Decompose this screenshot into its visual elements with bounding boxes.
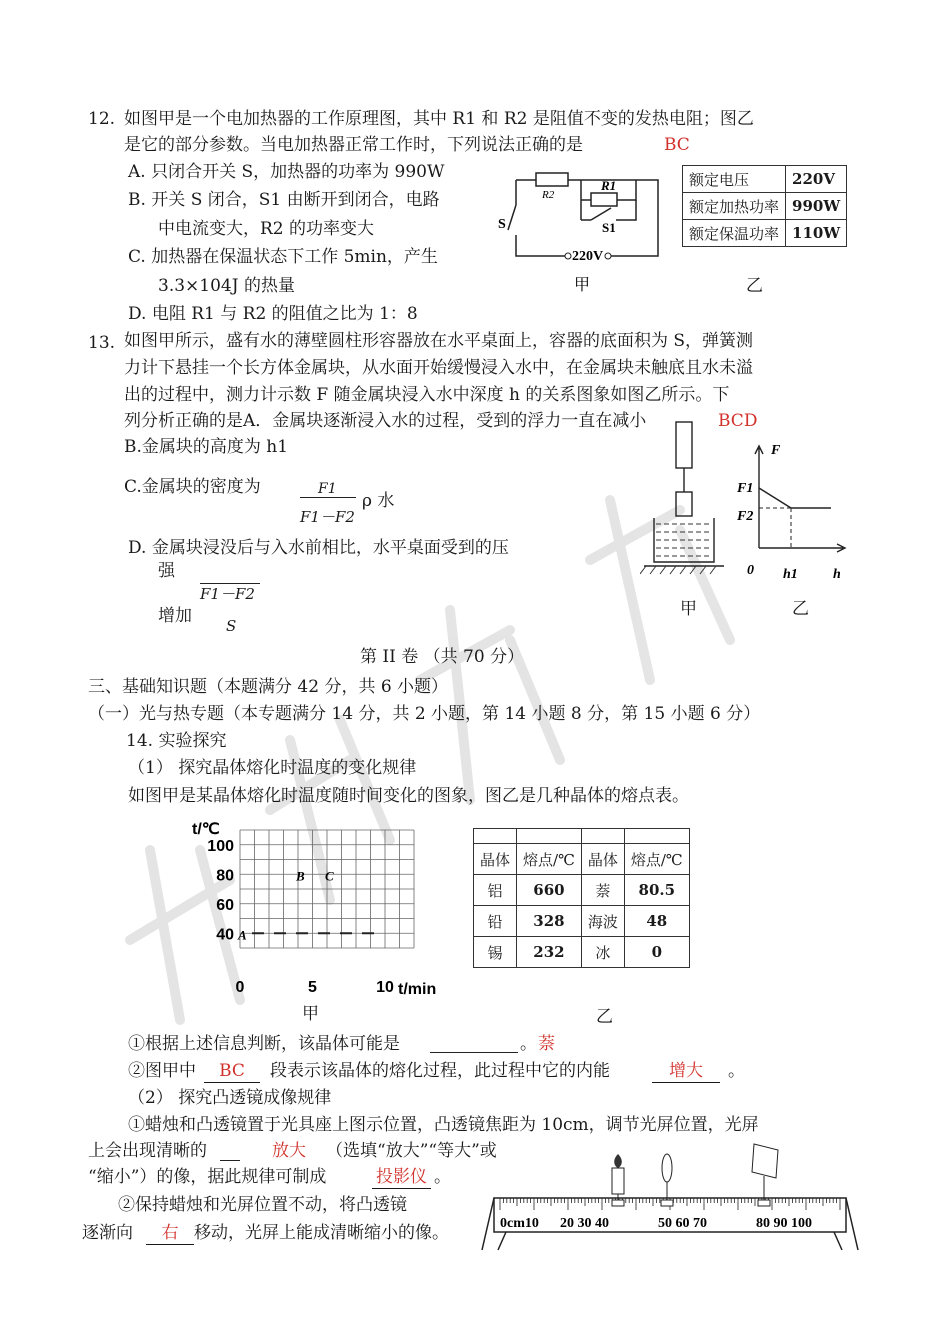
graph-h1-label: h1 <box>783 567 798 582</box>
table-cell: 锡 <box>474 937 517 968</box>
q13-line4: 列分析正确的是A．金属块逐渐浸入水的过程，受到的浮力一直在减小 <box>124 411 647 431</box>
table-cell: 48 <box>624 906 689 937</box>
q13-c-density-tail: ρ 水 <box>362 491 395 511</box>
y-tick-label: 80 <box>216 867 234 885</box>
y-tick-label: 40 <box>216 926 234 944</box>
q12-option-c-line1: C. 加热器在保温状态下工作 5min，产生 <box>128 247 438 267</box>
table-header-cell: 熔点/℃ <box>624 844 689 875</box>
graph-origin-label: 0 <box>747 563 754 578</box>
q14-part1-heading: （1） 探究晶体熔化时温度的变化规律 <box>128 758 417 778</box>
q14-question2-middle: 段表示该晶体的熔化过程，此过程中它的内能 <box>270 1061 610 1081</box>
q13-option-d-line2: 强 <box>158 561 175 581</box>
q14-part2-line1: ①蜡烛和凸透镜置于光具座上图示位置，凸透镜焦距为 10cm，调节光屏位置，光屏 <box>128 1115 759 1135</box>
q12-option-a: A. 只闭合开关 S，加热器的功率为 990W <box>128 162 445 182</box>
q13-figure-caption-yi: 乙 <box>792 599 809 619</box>
switch-s-label: S <box>498 217 506 232</box>
q13-c-numerator: F1 <box>318 481 337 497</box>
q13-answer: BCD <box>718 411 758 431</box>
q14-question2-answer2: 增大 <box>652 1060 720 1083</box>
table-cell: 110W <box>786 220 847 247</box>
q13-option-d-line1: D. 金属块浸没后与入水前相比，水平桌面受到的压 <box>128 538 509 558</box>
table-row <box>683 193 847 220</box>
circuit-caption: 甲 <box>574 275 591 294</box>
table-cell: 萘 <box>581 875 624 906</box>
voltage-label: 220V <box>572 249 604 264</box>
table-cell: 额定保温功率 <box>683 220 786 247</box>
q14-title: 14. 实验探究 <box>126 731 227 751</box>
q12-circuit-diagram <box>496 160 666 295</box>
q14-question2-period: 。 <box>728 1061 745 1081</box>
graph-h-label: h <box>833 567 841 582</box>
q12-parameter-table <box>682 165 847 247</box>
q14-chart-caption: 甲 <box>302 1004 319 1024</box>
q13-d-prefix: 增加 <box>158 606 192 626</box>
q12-option-d: D. 电阻 R1 与 R2 的阻值之比为 1：8 <box>128 304 418 324</box>
q14-part2-line4: ②保持蜡烛和光屏位置不动，将凸透镜 <box>118 1195 407 1215</box>
q14-part2-answer2: 投影仪 <box>372 1166 431 1189</box>
table-cell: 额定加热功率 <box>683 193 786 220</box>
table-cell: 额定电压 <box>683 166 786 193</box>
q12-option-b-line2: 中电流变大，R2 的功率变大 <box>158 219 375 239</box>
table-row <box>683 220 847 247</box>
table-header-cell: 晶体 <box>581 844 624 875</box>
table-header-cell: 熔点/℃ <box>517 844 582 875</box>
part3-heading: 三、基础知识题（本题满分 42 分，共 6 小题） <box>88 677 449 697</box>
y-tick-label: 100 <box>207 837 234 855</box>
q14-part2-line2-suffix: （选填“放大”“等大”或 <box>326 1141 497 1161</box>
table-cell: 海波 <box>581 906 624 937</box>
switch-s1-label: S1 <box>602 220 616 235</box>
table-cell: 0 <box>624 937 689 968</box>
table-cell: 232 <box>517 937 582 968</box>
y-tick-label: 60 <box>216 896 234 914</box>
q14-part2-line2-prefix: 上会出现清晰的 <box>88 1141 207 1161</box>
q14-part2-heading: （2） 探究凸透镜成像规律 <box>128 1088 332 1108</box>
table-cell: 冰 <box>581 937 624 968</box>
q13-line3: 出的过程中，测力计示数 F 随金属块浸入水中深度 h 的关系图象如图乙所示。下 <box>124 385 730 405</box>
table-row <box>474 875 690 906</box>
q14-part2-blank <box>220 1160 240 1161</box>
q13-d-denominator: S <box>226 617 237 635</box>
q14-part2-line3-prefix: “缩小”）的像，据此规律可制成 <box>88 1167 327 1187</box>
table-row <box>474 906 690 937</box>
x-tick-label: 10 <box>376 979 394 996</box>
table-cell: 660 <box>517 875 582 906</box>
q14-question1-period: 。 <box>520 1034 537 1054</box>
q12-answer: BC <box>664 135 690 155</box>
table-cell: 990W <box>786 193 847 220</box>
q13-force-depth-graph <box>735 438 850 588</box>
q14-optical-bench <box>478 1140 862 1252</box>
q13-line1: 如图甲所示，盛有水的薄壁圆柱形容器放在水平桌面上，容器的底面积为 S，弹簧测 <box>124 331 754 351</box>
table-row <box>474 829 690 844</box>
r1-label: R1 <box>601 178 617 193</box>
chart-y-axis-label: t/℃ <box>192 821 220 838</box>
q14-question1-blank <box>430 1052 518 1053</box>
q14-question2-answer1: BC <box>204 1060 260 1083</box>
table-header-cell: 晶体 <box>474 844 517 875</box>
bench-scale-label-1: 20 30 40 <box>560 1216 609 1231</box>
point-label: A <box>238 927 247 943</box>
q14-table-caption: 乙 <box>596 1007 613 1027</box>
q13-d-numerator: F1－F2 <box>200 585 255 603</box>
screen-icon <box>752 1144 778 1206</box>
q13-option-b: B.金属块的高度为 h1 <box>124 437 289 457</box>
table-row <box>683 166 847 193</box>
q14-part2-line5-prefix: 逐渐向 <box>82 1223 133 1243</box>
q13-figure-caption-jia: 甲 <box>680 599 697 619</box>
q13-container-figure <box>640 420 730 575</box>
graph-f-axis-label: F <box>771 443 781 458</box>
q14-part2-line3-period: 。 <box>434 1167 451 1187</box>
q14-part2-answer3: 右 <box>146 1222 194 1245</box>
q12-table-caption: 乙 <box>746 276 763 296</box>
table-header-row <box>474 844 690 875</box>
volume-heading: 第 II 卷 （共 70 分） <box>360 647 525 667</box>
bench-scale-label-0: 0cm10 <box>500 1216 539 1231</box>
sub1-heading: （一）光与热专题（本专题满分 14 分，共 2 小题，第 14 小题 8 分，第 15 小题 6 分） <box>88 704 761 724</box>
table-cell: 220V <box>786 166 847 193</box>
q12-option-c-line2: 3.3×104J 的热量 <box>158 276 295 296</box>
table-row <box>474 937 690 968</box>
x-tick-label: 5 <box>308 979 317 996</box>
x-tick-label: 0 <box>235 979 245 996</box>
bench-scale-label-3: 80 90 100 <box>756 1216 812 1231</box>
q13-option-c: C.金属块的密度为 <box>124 477 261 497</box>
q14-question2-prefix: ②图甲中 <box>128 1061 196 1081</box>
point-label: C <box>325 868 334 884</box>
chart-x-axis-label: t/min <box>398 981 437 998</box>
q14-temperature-chart <box>180 808 450 1008</box>
bench-scale-label-2: 50 60 70 <box>658 1216 707 1231</box>
q13-c-fraction-bar <box>300 497 356 498</box>
table-cell: 80.5 <box>624 875 689 906</box>
q12-line2: 是它的部分参数。当电加热器正常工作时，下列说法正确的是 <box>124 135 583 155</box>
r2-label: R2 <box>542 189 555 201</box>
q13-line2: 力计下悬挂一个长方体金属块，从水面开始缓慢浸入水中，在金属块未触底且水未溢 <box>124 358 753 378</box>
graph-f1-label: F1 <box>737 481 754 496</box>
q14-question1: ①根据上述信息判断，该晶体可能是 <box>128 1034 400 1054</box>
q12-line1: 如图甲是一个电加热器的工作原理图，其中 R1 和 R2 是阻值不变的发热电阻；图乙 <box>124 109 754 129</box>
q14-part1-description: 如图甲是某晶体熔化时温度随时间变化的图象，图乙是几种晶体的熔点表。 <box>128 786 689 806</box>
q13-c-denominator: F1－F2 <box>300 508 355 526</box>
q13-number: 13. <box>88 333 116 353</box>
table-cell: 铅 <box>474 906 517 937</box>
point-label: B <box>296 868 305 884</box>
q14-part2-answer1: 放大 <box>272 1141 306 1161</box>
table-cell: 328 <box>517 906 582 937</box>
q14-question1-answer: 萘 <box>538 1034 555 1054</box>
q12-option-b-line1: B. 开关 S 闭合，S1 由断开到闭合，电路 <box>128 190 440 210</box>
q14-melting-point-table <box>473 828 690 968</box>
q14-part2-line5-suffix: 移动，光屏上能成清晰缩小的像。 <box>194 1223 449 1243</box>
graph-f2-label: F2 <box>737 509 754 524</box>
table-cell: 铝 <box>474 875 517 906</box>
q12-number: 12. <box>88 109 116 129</box>
